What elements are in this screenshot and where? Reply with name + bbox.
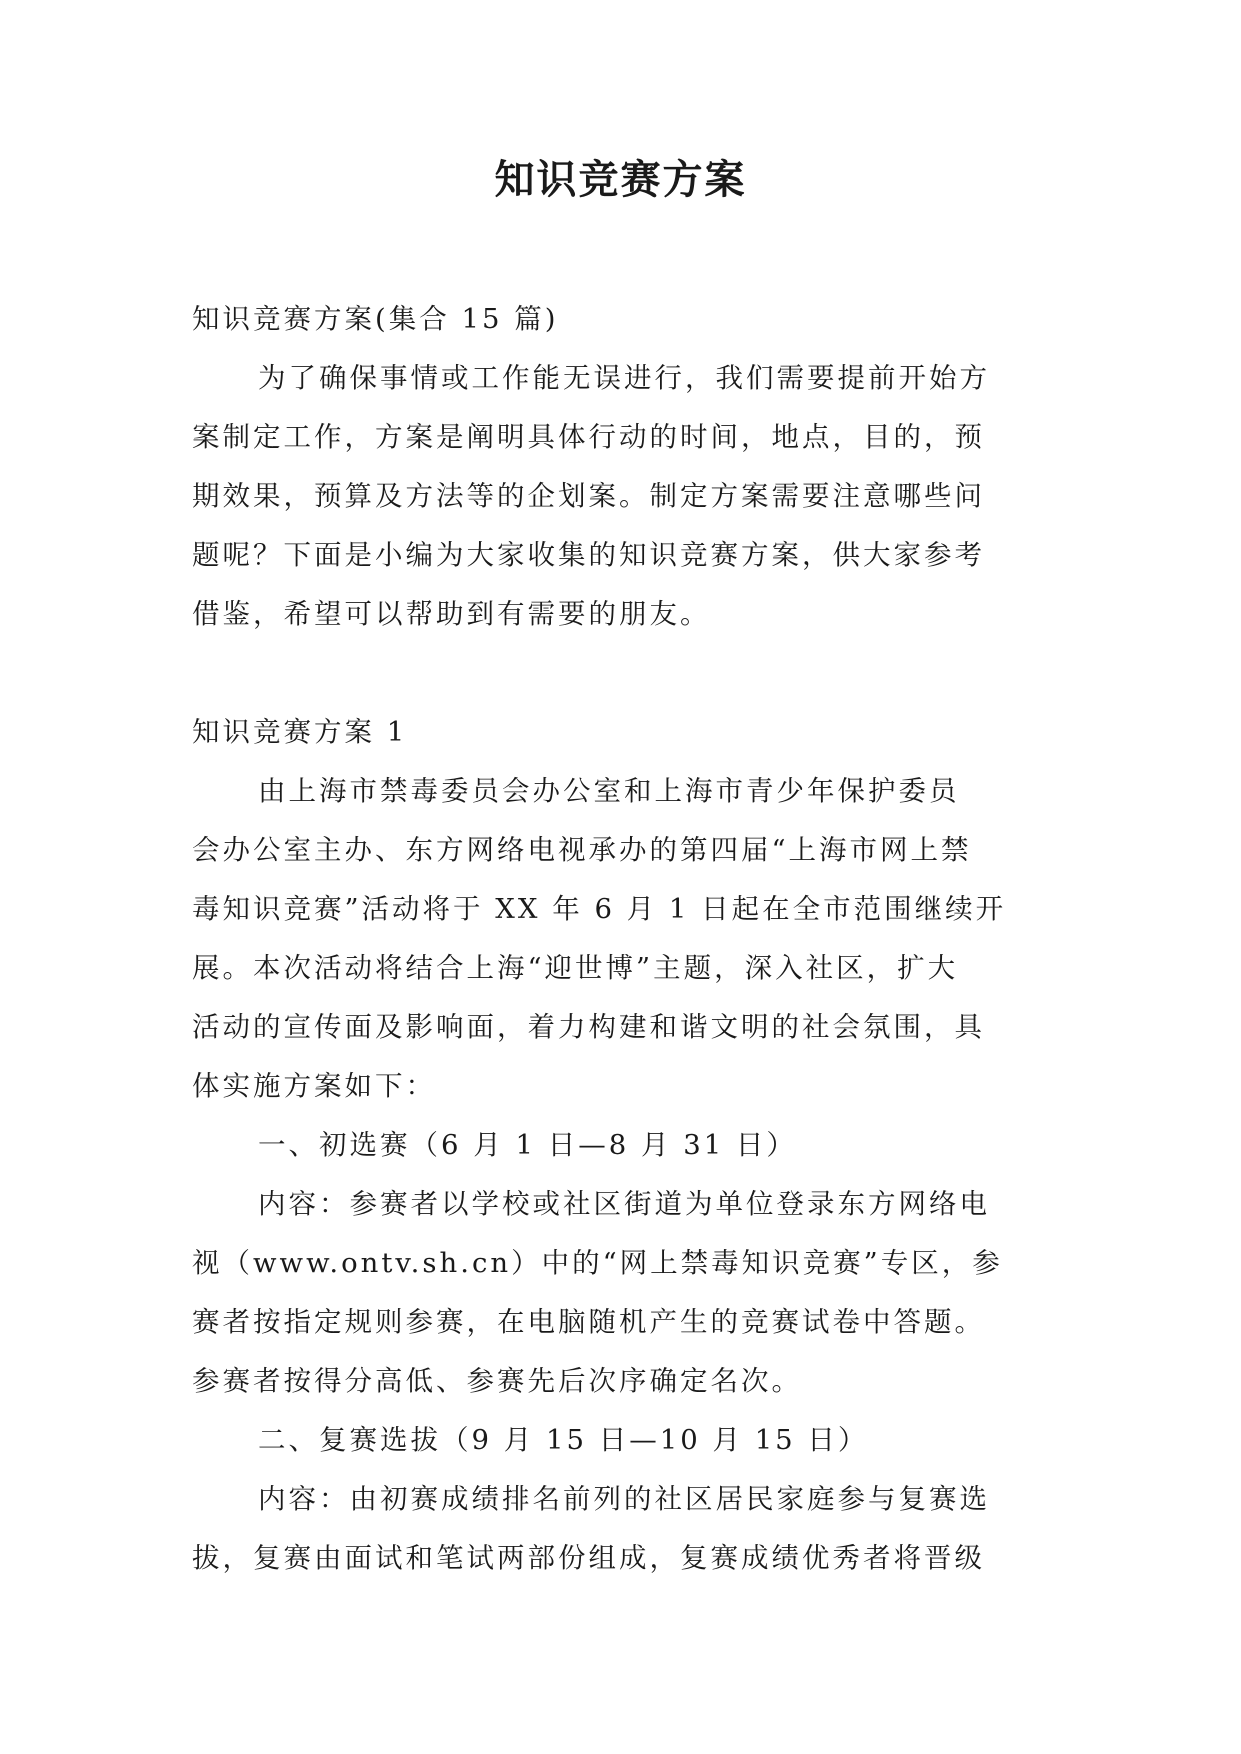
body-line: 由上海市禁毒委员会办公室和上海市青少年保护委员 [258, 775, 960, 807]
body-line: 视（www.ontv.sh.cn）中的“网上禁毒知识竞赛”专区，参 [192, 1247, 1003, 1279]
intro-line: 题呢？下面是小编为大家收集的知识竞赛方案，供大家参考 [192, 539, 985, 571]
body-line: 展。本次活动将结合上海“迎世博”主题，深入社区，扩大 [192, 952, 959, 984]
intro-line: 借鉴，希望可以帮助到有需要的朋友。 [192, 598, 711, 630]
document-body [192, 290, 1052, 1588]
collection-heading: 知识竞赛方案(集合 15 篇) [192, 303, 559, 335]
section-heading: 知识竞赛方案 1 [192, 716, 408, 748]
intro-line: 案制定工作，方案是阐明具体行动的时间，地点，目的，预 [192, 421, 985, 453]
document-title: 知识竞赛方案 [494, 156, 747, 203]
stage-heading: 二、复赛选拔（9 月 15 日—10 月 15 日） [258, 1424, 869, 1456]
body-line: 拔，复赛由面试和笔试两部份组成，复赛成绩优秀者将晋级 [192, 1542, 985, 1574]
body-line: 活动的宣传面及影响面，着力构建和谐文明的社会氛围，具 [192, 1011, 985, 1043]
body-line: 毒知识竞赛”活动将于 XX 年 6 月 1 日起在全市范围继续开 [192, 893, 1007, 925]
intro-line: 期效果，预算及方法等的企划案。制定方案需要注意哪些问 [192, 480, 985, 512]
body-line: 体实施方案如下： [192, 1070, 436, 1102]
body-line: 会办公室主办、东方网络电视承办的第四届“上海市网上禁 [192, 834, 972, 866]
paragraph-gap [192, 644, 1052, 703]
body-line: 内容：参赛者以学校或社区街道为单位登录东方网络电 [258, 1188, 990, 1220]
body-line: 内容：由初赛成绩排名前列的社区居民家庭参与复赛选 [258, 1483, 990, 1515]
body-line: 赛者按指定规则参赛，在电脑随机产生的竞赛试卷中答题。 [192, 1306, 985, 1338]
body-line: 参赛者按得分高低、参赛先后次序确定名次。 [192, 1365, 802, 1397]
stage-heading: 一、初选赛（6 月 1 日—8 月 31 日） [258, 1129, 797, 1161]
intro-line: 为了确保事情或工作能无误进行，我们需要提前开始方 [258, 362, 990, 394]
